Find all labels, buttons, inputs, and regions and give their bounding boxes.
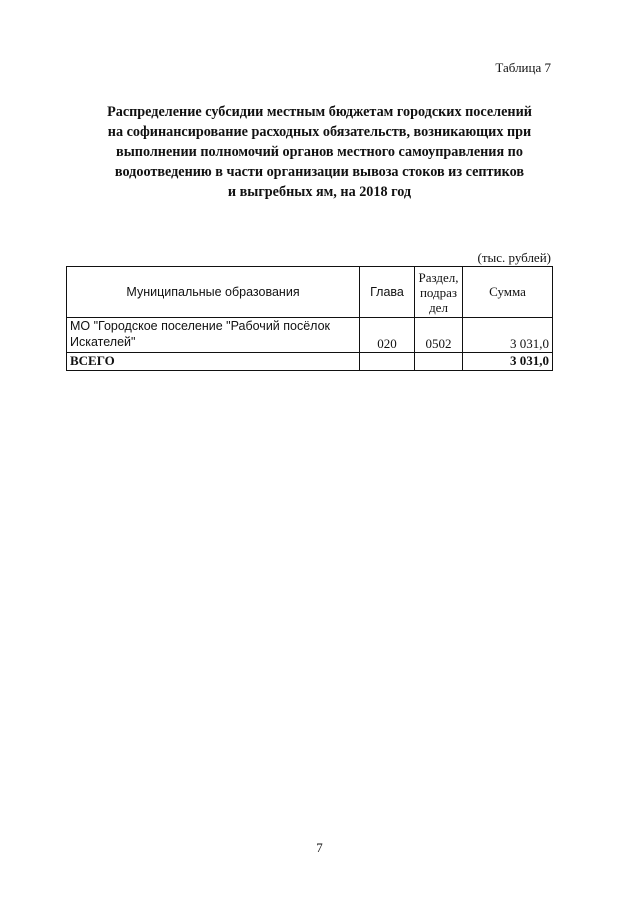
- column-header-subsection-line: дел: [429, 299, 448, 315]
- municipality-cell: МО "Городское поселение "Рабочий посёлок Искателей": [67, 318, 360, 353]
- table-header-row: [67, 267, 553, 318]
- total-label: ВСЕГО: [67, 353, 360, 371]
- column-header-subsection-line: подраз: [419, 284, 458, 300]
- table-row: [67, 318, 553, 353]
- column-header-chapter: Глава: [360, 267, 415, 318]
- total-sum: 3 031,0: [463, 353, 553, 371]
- title-line: Распределение субсидии местным бюджетам городских поселений: [107, 104, 532, 120]
- chapter-cell: 020: [360, 318, 415, 353]
- column-header-subsection-line: Раздел,: [418, 269, 459, 285]
- title-line: на софинансирование расходных обязательств, возникающих при: [107, 124, 532, 140]
- subsection-cell: 0502: [415, 318, 463, 353]
- document-title: [66, 102, 573, 202]
- total-subsection-cell: [415, 353, 463, 371]
- page-number: 7: [316, 840, 323, 855]
- title-line: и выгребных ям, на 2018 год: [227, 184, 412, 200]
- title-line: выполнении полномочий органов местного самоуправления по: [116, 144, 523, 160]
- column-header-municipality: Муниципальные образования: [67, 267, 360, 318]
- column-header-subsection: [415, 267, 463, 318]
- subsidy-table: [66, 266, 553, 371]
- units-label: (тыс. рублей): [477, 250, 551, 265]
- title-line: водоотведению в части организации вывоза стоков из септиков: [114, 164, 525, 180]
- sum-cell: 3 031,0: [463, 318, 553, 353]
- column-header-sum: Сумма: [463, 267, 553, 318]
- total-row: [67, 353, 553, 371]
- total-chapter-cell: [360, 353, 415, 371]
- table-number: Таблица 7: [495, 60, 551, 75]
